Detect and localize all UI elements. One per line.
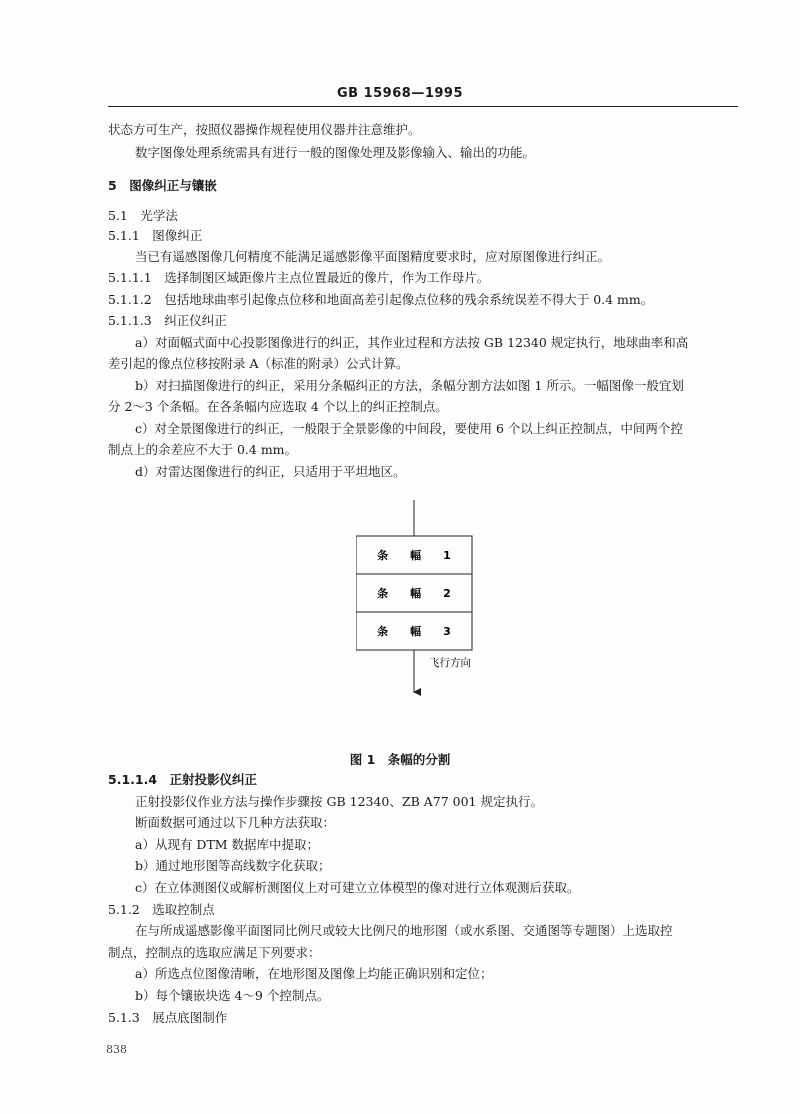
text-line: 5.1.1.1 选择制图区域距像片主点位置最近的像片，作为工作母片。 [108,270,490,285]
text-line: 制点，控制点的选取应满足下列要求： [108,945,321,960]
text-line: a）对面幅式面中心投影图像进行的纠正，其作业过程和方法按 GB 12340 规定执行，地球曲率和高 [135,335,689,350]
flight-direction-label: 飞行方向 [429,657,471,669]
text-line: 制点上的余差应不大于 0.4 mm。 [108,442,298,457]
strip-division-diagram [356,500,496,700]
strip-label-1: 条 幅 1 [377,549,451,562]
subsection-heading: 5.1.1.3 纠正仪纠正 [108,313,227,328]
text-line: b）每个镶嵌块选 4～9 个控制点。 [135,988,330,1003]
subsection-heading: 5.1.3 展点底图制作 [108,1010,228,1025]
text-line: 差引起的像点位移按附录 A（标准的附录）公式计算。 [108,356,409,371]
text-line: 在与所成遥感影像平面图同比例尺或较大比例尺的地形图（或水系图、交通图等专题图）上选取控 [135,923,673,938]
text-line: b）通过地形图等高线数字化获取； [135,858,331,873]
text-line: d）对雷达图像进行的纠正，只适用于平坦地区。 [135,464,406,479]
text-line: c）对全景图像进行的纠正，一般限于全景影像的中间段，要使用 6 个以上纠正控制点，中间两个控 [135,421,683,436]
subsection-heading: 5.1.1 图像纠正 [108,228,203,243]
text-line: 正射投影仪作业方法与操作步骤按 GB 12340、ZB A77 001 规定执行。 [135,794,543,809]
text-line: 数字图像处理系统需具有进行一般的图像处理及影像输入、输出的功能。 [135,145,536,160]
page-number: 838 [106,1043,127,1056]
text-line: b）对扫描图像进行的纠正，采用分条幅纠正的方法，条幅分割方法如图 1 所示。一幅图像一般宜划 [135,378,684,393]
text-line: 断面数据可通过以下几种方法获取： [135,815,336,830]
subsection-heading: 5.1.1.4 正射投影仪纠正 [108,772,258,787]
strip-label-2: 条 幅 2 [377,587,451,600]
text-line: a）从现有 DTM 数据库中提取； [135,837,320,852]
text-line: 当已有遥感图像几何精度不能满足遥感影像平面图精度要求时，应对原图像进行纠正。 [135,249,611,264]
header-rule [108,106,738,107]
strip-label-3: 条 幅 3 [377,625,451,638]
text-line: a）所选点位图像清晰，在地形图及图像上均能正确识别和定位； [135,966,493,981]
subsection-heading: 5.1.2 选取控制点 [108,902,215,917]
text-line: 5.1.1.2 包括地球曲率引起像点位移和地面高差引起像点位移的残余系统误差不得大于 0.4 mm。 [108,292,654,307]
text-line: 分 2～3 个条幅。在各条幅内应选取 4 个以上的纠正控制点。 [108,399,448,414]
section-heading: 5 图像纠正与镶嵌 [108,178,217,193]
standard-header: GB 15968—1995 [336,86,463,101]
text-line: c）在立体测图仪或解析测图仪上对可建立立体模型的像对进行立体观测后获取。 [135,880,580,895]
figure-caption: 图 1 条幅的分割 [349,752,451,767]
text-line: 状态方可生产，按照仪器操作规程使用仪器并注意维护。 [108,122,421,137]
subsection-heading: 5.1 光学法 [108,208,178,223]
